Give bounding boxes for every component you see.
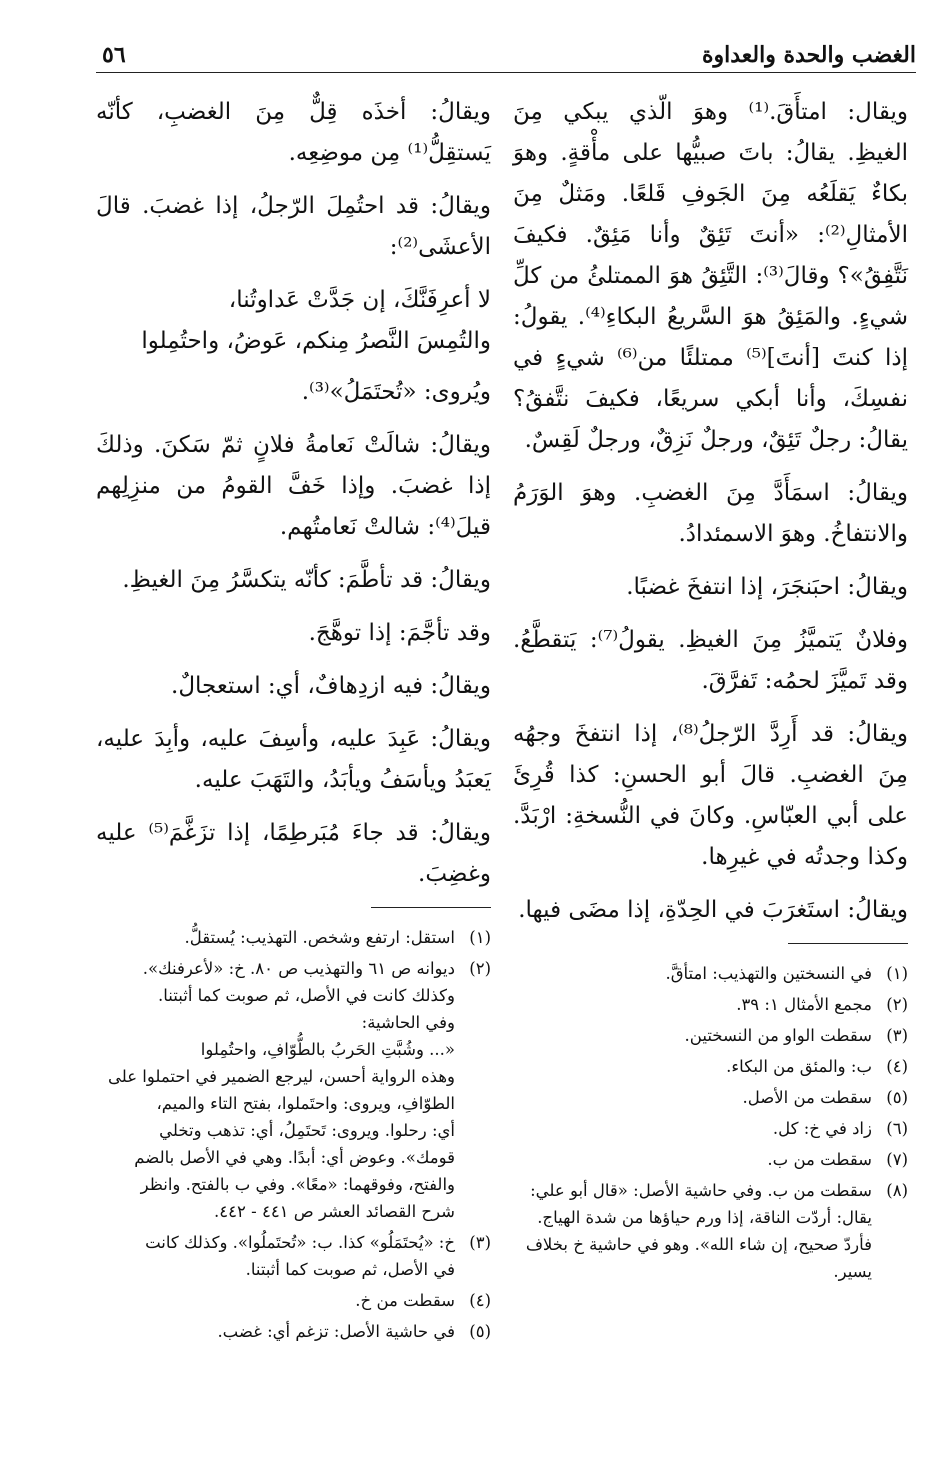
right-column bbox=[513, 92, 908, 1289]
footnote-text: يقال: أردّت الناقة، إذا ورم حياؤها من شدة الهياج. bbox=[537, 1208, 872, 1227]
poetry-verse bbox=[96, 280, 491, 362]
footnote-text: أي: رحلوا. ويروى: تَحتَمِلُ، أي: تذهب وتخلي bbox=[159, 1121, 455, 1140]
paragraph: ويقالُ: قد احتُمِلَ الرّجلُ، إذا غضبَ. قالَ الأعشَى⁽²⁾: bbox=[96, 193, 491, 260]
footnote-number: (٦) bbox=[886, 1119, 908, 1138]
footnote-number: (٧) bbox=[886, 1150, 908, 1169]
footnote bbox=[513, 1053, 908, 1080]
page-header bbox=[96, 36, 916, 73]
footnote-text: «... وشُبَّتِ الحَربُ بالطُّوّافِ، واحتُمِلوا bbox=[200, 1040, 455, 1059]
paragraph: ويقالُ: عَبِدَ عليه، وأسِفَ عليه، وأبِدَ عليه، يَعبَدُ ويأسَفُ ويأبَدُ، والتَهَبَ عليه. bbox=[96, 726, 491, 793]
footnote-number: (٥) bbox=[469, 1322, 491, 1341]
footnote bbox=[513, 960, 908, 987]
page-number: ٥٦ bbox=[102, 42, 126, 68]
footnote-divider bbox=[788, 943, 908, 944]
footnote-text: مجمع الأمثال ١: ٣٩. bbox=[736, 995, 872, 1014]
paragraph: ويقالُ: قد أَرِدَّ الرّجلُ⁽⁸⁾، إذا انتفخَ وجهُه مِنَ الغضبِ. قالَ أبو الحسنِ: كذا قُرِئَ على أبي العبّاسِ. وكانَ في النُّسخةِ: ارْبَدَّ. وكذا وجدتُه في غيرِها. bbox=[513, 721, 908, 870]
footnote-number: (٨) bbox=[886, 1181, 908, 1200]
footnote-text: الطوّافِ، ويروى: واحتَملوا، بفتح التاء والميم، bbox=[156, 1094, 455, 1113]
footnote-text: في النسختين والتهذيب: امتأقَّ. bbox=[665, 964, 872, 983]
left-footnotes bbox=[96, 924, 491, 1345]
footnote-text: والفتح، وفوقهما: «معًا». وفي ب بالفتح. وانظر bbox=[140, 1175, 455, 1194]
footnote-number: (٣) bbox=[886, 1026, 908, 1045]
footnote bbox=[513, 1146, 908, 1173]
footnote-text: وهذه الرواية أحسن، ليرجع الضمير في احتملوا على bbox=[108, 1067, 455, 1086]
footnote-text: في حاشية الأصل: تزغم أي: غضب. bbox=[217, 1322, 455, 1341]
paragraph: ويقالُ: قد تأطَّمَ: كأنّه يتكسَّرُ مِنَ الغيظِ. bbox=[122, 567, 491, 593]
footnote-text: استقل: ارتفع وشخص. التهذيب: يُستقلُّ. bbox=[184, 928, 455, 947]
paragraph: ويقالُ: استَغرَبَ في الحِدّةِ، إذا مضَى فيها. bbox=[518, 897, 908, 923]
footnote bbox=[513, 1022, 908, 1049]
footnote-text: ديوانه ص ٦١ والتهذيب ص ٨٠. خ: «لأعرفنك». bbox=[142, 959, 455, 978]
left-column-text bbox=[96, 92, 491, 895]
footnote-text: سقطت الواو من النسختين. bbox=[684, 1026, 872, 1045]
footnote-number: (٥) bbox=[886, 1088, 908, 1107]
footnote bbox=[513, 1177, 908, 1285]
footnote-text: زاد في خ: كل. bbox=[772, 1119, 872, 1138]
paragraph: ويقالُ: فيه ازدِهافٌ، أي: استعجالٌ. bbox=[171, 673, 491, 699]
footnote bbox=[513, 991, 908, 1018]
footnote-text: في الأصل، ثم صوبت كما أثبتنا. bbox=[245, 1260, 455, 1279]
footnote bbox=[513, 1115, 908, 1142]
footnote-number: (٤) bbox=[886, 1057, 908, 1076]
footnote-text: فأردّ صحيح، إن شاء الله». وهو في حاشية خ بخلاف bbox=[525, 1235, 872, 1254]
paragraph: ويقال: امتأَقَ.⁽¹⁾ وهوَ الّذي يبكي مِنَ الغيظِ. يقالُ: باتَ صبيُّها على مأْقةٍ. وهوَ بكاءٌ يَقلَعُه مِنَ الجَوفِ قَلعًا. ومَثلٌ مِنَ الأمثالِ⁽²⁾: «أنتَ تَئِقٌ وأنا مَئِقٌ. فكيفَ نَتَّفِقُ»؟ وقالَ⁽³⁾: التَّئِقُ هوَ الممتلئُ من كلِّ شيءٍ. والمَئِقُ هوَ السَّريعُ البكاءِ⁽⁴⁾. يقولُ: إذا كنتَ [أنتَ]⁽⁵⁾ ممتلئًا من⁽⁶⁾ شيءٍ في نفسِكَ، وأنا أبكي سريعًا، فكيفَ نتَّفقُ؟ يقالُ: رجلٌ تَئِقٌ، ورجلٌ نَزِقٌ، ورجلٌ لَقِسٌ. bbox=[513, 99, 908, 453]
footnote-text: شرح القصائد العشر ص ٤٤١ - ٤٤٢. bbox=[214, 1202, 455, 1221]
footnote-text: سقطت من الأصل. bbox=[742, 1088, 872, 1107]
paragraph: ويُروى: «تُحتَمَلُ»⁽³⁾. bbox=[301, 379, 491, 405]
footnote-number: (٢) bbox=[886, 995, 908, 1014]
footnote-divider bbox=[371, 907, 491, 908]
footnote-number: (٤) bbox=[469, 1291, 491, 1310]
left-column bbox=[96, 92, 491, 1349]
footnote-text: يسير. bbox=[833, 1262, 872, 1281]
footnote bbox=[96, 1287, 491, 1314]
footnote-text: سقطت من خ. bbox=[355, 1291, 455, 1310]
footnote-text: ب: والمئق من البكاء. bbox=[726, 1057, 872, 1076]
footnote-text: خ: «يُحتَمَلُو» كذا. ب: «تُحتَملُوا». وكذلك كانت bbox=[145, 1233, 455, 1252]
footnote bbox=[513, 1084, 908, 1111]
footnote-text: سقطت من ب. وفي حاشية الأصل: «قال أبو علي: bbox=[530, 1181, 872, 1200]
right-column-text bbox=[513, 92, 908, 931]
running-title: الغضب والحدة والعداوة bbox=[701, 42, 916, 68]
paragraph: ويقالُ: شالَتْ نَعامةُ فلانٍ ثمّ سَكنَ. وذلكَ إذا غضبَ. وإذا خَفَّ القومُ من منزِلِهم قيلَ⁽⁴⁾: شالتْ نَعامتُهم. bbox=[96, 432, 491, 540]
footnote bbox=[96, 1318, 491, 1345]
footnote-text: وكذلك كانت في الأصل، ثم صوبت كما أثبتنا. bbox=[158, 986, 455, 1005]
paragraph: وقد تأجَّمَ: إذا توهَّجَ. bbox=[308, 620, 491, 646]
footnote-number: (٣) bbox=[469, 1233, 491, 1252]
footnote-number: (١) bbox=[469, 928, 491, 947]
footnote bbox=[96, 955, 491, 1225]
paragraph: وفلانٌ يَتميَّزُ مِنَ الغيظِ. يقولُ⁽⁷⁾: يَتقطَّعُ. وقد تَميَّزَ لحمُه: تَفرَّقَ. bbox=[513, 627, 909, 694]
verse-line: لا أعرِفَنَّكَ، إن جَدَّتْ عَداوتُنا، bbox=[228, 287, 491, 313]
footnote bbox=[96, 924, 491, 951]
footnote-text: سقطت من ب. bbox=[767, 1150, 872, 1169]
footnote-text: وفي الحاشية: bbox=[361, 1013, 455, 1032]
paragraph: ويقالُ: قد جاءَ مُبَرطِمًا، إذا تزَغَّمَ⁽⁵⁾ عليه وغضِبَ. bbox=[96, 820, 491, 887]
paragraph: ويقالُ: احبَنجَرَ، إذا انتفخَ غضبًا. bbox=[626, 574, 908, 600]
paragraph: ويقالُ: أخذَه قِلٌّ مِنَ الغضبِ، كأنّه يَستقِلُّ⁽¹⁾ مِن موضِعِه. bbox=[96, 99, 491, 166]
footnote bbox=[96, 1229, 491, 1283]
footnote-number: (١) bbox=[886, 964, 908, 983]
footnote-number: (٢) bbox=[469, 959, 491, 978]
footnote-text: قومك». وعوض أي: أبدًا. وهي في الأصل بالضم bbox=[134, 1148, 455, 1167]
right-footnotes bbox=[513, 960, 908, 1285]
verse-line: والتُمِسَ النَّصرُ مِنكم، عَوضُ، واحتُمِلوا bbox=[141, 328, 491, 354]
paragraph: ويقالُ: اسمَأَدَّ مِنَ الغضبِ. وهوَ الوَرَمُ والانتفاخُ. وهوَ الاسمئدادُ. bbox=[513, 480, 908, 547]
